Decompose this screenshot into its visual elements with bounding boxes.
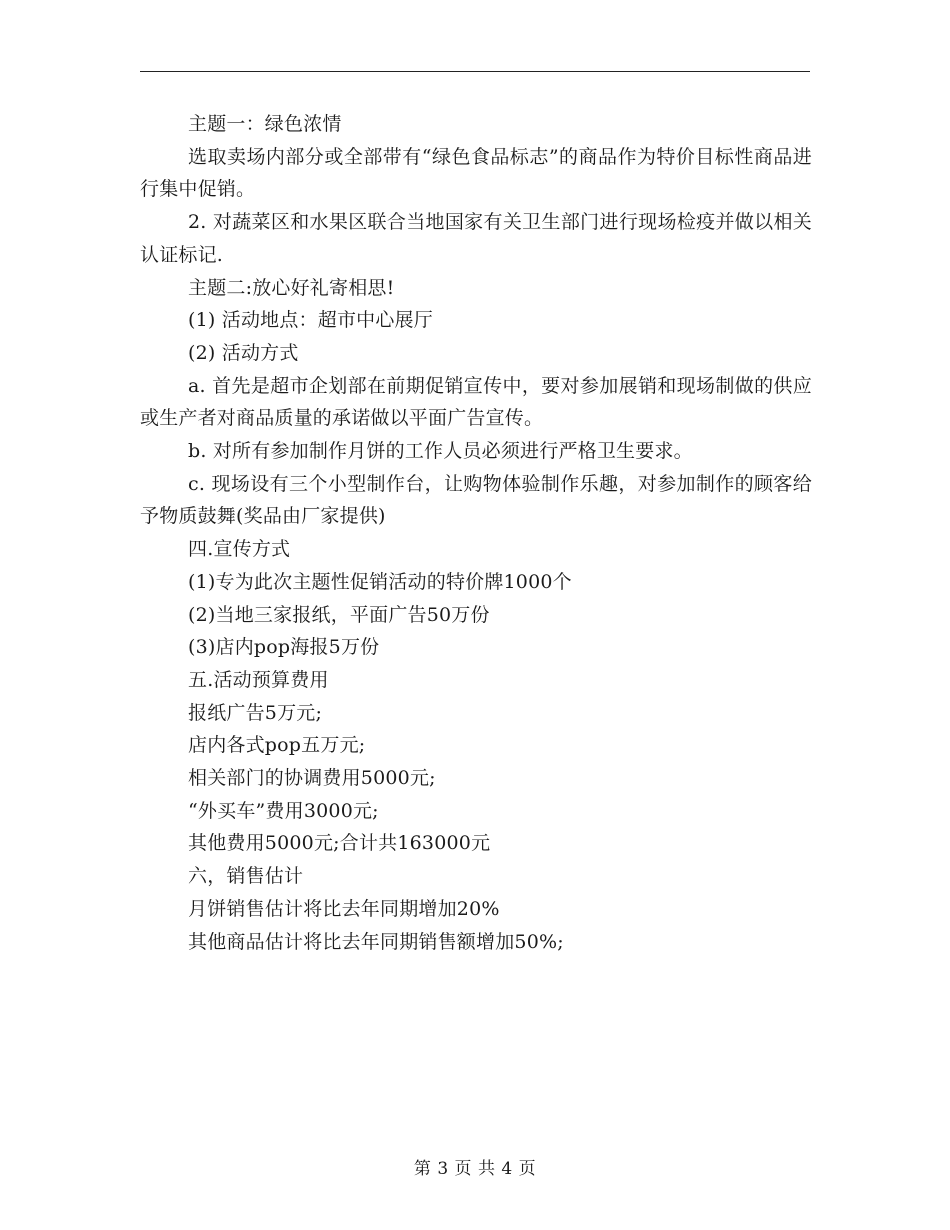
document-body xyxy=(140,108,812,958)
section-heading-budget: 五.活动预算费用 xyxy=(188,668,329,691)
paragraph-activity-method: (2) 活动方式 xyxy=(188,341,299,364)
paragraph-promo-2: (2)当地三家报纸，平面广告50万份 xyxy=(188,603,490,626)
paragraph-budget-total: 其他费用5000元;合计共163000元 xyxy=(188,832,491,855)
paragraph-estimate-other: 其他商品估计将比去年同期销售额增加50%; xyxy=(188,930,564,953)
paragraph-promo-1: (1)专为此次主题性促销活动的特价牌1000个 xyxy=(188,570,572,593)
paragraph-budget-pop: 店内各式pop五万元; xyxy=(188,734,366,757)
paragraph-budget-newspaper: 报纸广告5万元; xyxy=(188,701,323,724)
header-rule xyxy=(140,71,810,72)
paragraph-activity-location: (1) 活动地点：超市中心展厅 xyxy=(188,309,433,332)
paragraph-item-c: c. 现场设有三个小型制作台，让购物体验制作乐趣，对参加制作的顾客给予物质鼓舞(奖品由厂家提供) xyxy=(140,472,812,528)
section-heading-promotion: 四.宣传方式 xyxy=(188,538,291,561)
paragraph-theme-two-title: 主题二:放心好礼寄相思! xyxy=(188,276,395,299)
paragraph-theme-one-title: 主题一：绿色浓情 xyxy=(188,113,342,135)
paragraph-budget-coordination: 相关部门的协调费用5000元; xyxy=(188,767,436,790)
paragraph-item-b: b. 对所有参加制作月饼的工作人员必须进行严格卫生要求。 xyxy=(188,440,693,463)
paragraph-vegetable-fruit: 2. 对蔬菜区和水果区联合当地国家有关卫生部门进行现场检疫并做以相关认证标记. xyxy=(140,211,812,266)
page-number-footer: 第 3 页 共 4 页 xyxy=(413,1159,537,1179)
paragraph-promo-3: (3)店内pop海报5万份 xyxy=(188,636,380,659)
paragraph-theme-one-desc: 选取卖场内部分或全部带有“绿色食品标志”的商品作为特价目标性商品进行集中促销。 xyxy=(140,145,812,201)
paragraph-budget-delivery: “外买车”费用3000元; xyxy=(188,799,379,822)
paragraph-estimate-mooncake: 月饼销售估计将比去年同期增加20% xyxy=(188,897,500,920)
paragraph-item-a: a. 首先是超市企划部在前期促销宣传中，要对参加展销和现场制做的供应或生产者对商品质量的承诺做以平面广告宣传。 xyxy=(140,374,812,430)
section-heading-sales-estimate: 六，销售估计 xyxy=(188,865,304,888)
